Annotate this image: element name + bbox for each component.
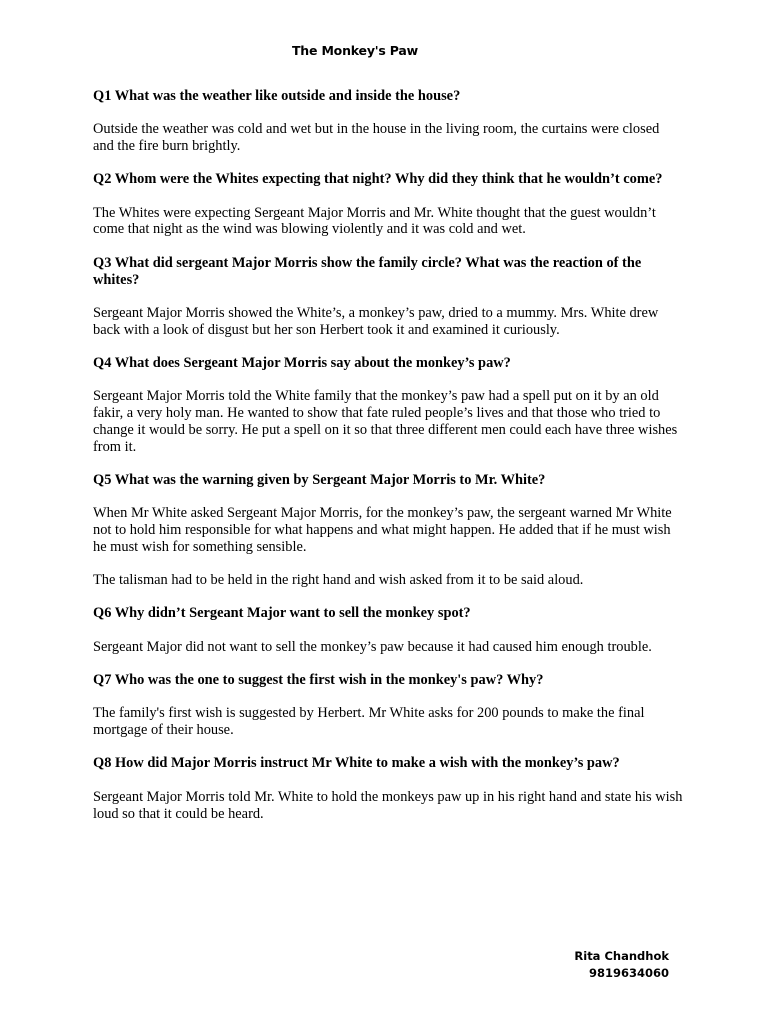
document-title: The Monkey's Paw	[291, 43, 418, 58]
author-footer	[574, 948, 669, 982]
question-5: Q5 What was the warning given by Sergeant Major Morris to Mr. White?	[93, 471, 546, 488]
qa-content	[93, 88, 683, 839]
answer-4: Sergeant Major Morris told the White family that the monkey’s paw had a spell put on it by an old fakir, a very holy man. He wanted to show that fate ruled people’s lives and that those who tried to change it would be sorry. He put a spell on it so that three different men could each have three wishes from it.	[93, 388, 678, 455]
question-8: Q8 How did Major Morris instruct Mr White to make a wish with the monkey’s paw?	[93, 755, 620, 772]
author-name: Rita Chandhok	[574, 949, 669, 963]
question-4: Q4 What does Sergeant Major Morris say about the monkey’s paw?	[93, 354, 511, 371]
question-6: Q6 Why didn’t Sergeant Major want to sell the monkey spot?	[93, 605, 471, 622]
answer-3: Sergeant Major Morris showed the White’s, a monkey’s paw, dried to a mummy. Mrs. White drew back with a look of disgust but her son Herbert took it and examined it curiously.	[93, 304, 659, 338]
answer-2: The Whites were expecting Sergeant Major Morris and Mr. White thought that the guest wouldn’t come that night as the wind was blowing violently and it was cold and wet.	[93, 204, 656, 238]
answer-5-continued: The talisman had to be held in the right hand and wish asked from it to be said aloud.	[93, 572, 584, 589]
question-2: Q2 Whom were the Whites expecting that night? Why did they think that he wouldn’t come?	[93, 171, 663, 188]
answer-1: Outside the weather was cold and wet but in the house in the living room, the curtains were closed and the fire burn brightly.	[93, 121, 660, 155]
author-phone: 9819634060	[588, 966, 669, 980]
question-7: Q7 Who was the one to suggest the first wish in the monkey's paw? Why?	[93, 672, 544, 689]
answer-8: Sergeant Major Morris told Mr. White to hold the monkeys paw up in his right hand and state his wish loud so that it could be heard.	[93, 788, 683, 822]
question-1: Q1 What was the weather like outside and inside the house?	[93, 88, 461, 104]
answer-6: Sergeant Major did not want to sell the monkey’s paw because it had caused him enough trouble.	[93, 638, 652, 655]
answer-5: When Mr White asked Sergeant Major Morris, for the monkey’s paw, the sergeant warned Mr White not to hold him responsible for what happens and what might happen. He added that if he must wish he must wish for something sensible.	[93, 505, 672, 555]
question-3: Q3 What did sergeant Major Morris show the family circle? What was the reaction of the whites?	[93, 254, 642, 288]
answer-7: The family's first wish is suggested by Herbert. Mr White asks for 200 pounds to make the final mortgage of their house.	[93, 705, 645, 739]
